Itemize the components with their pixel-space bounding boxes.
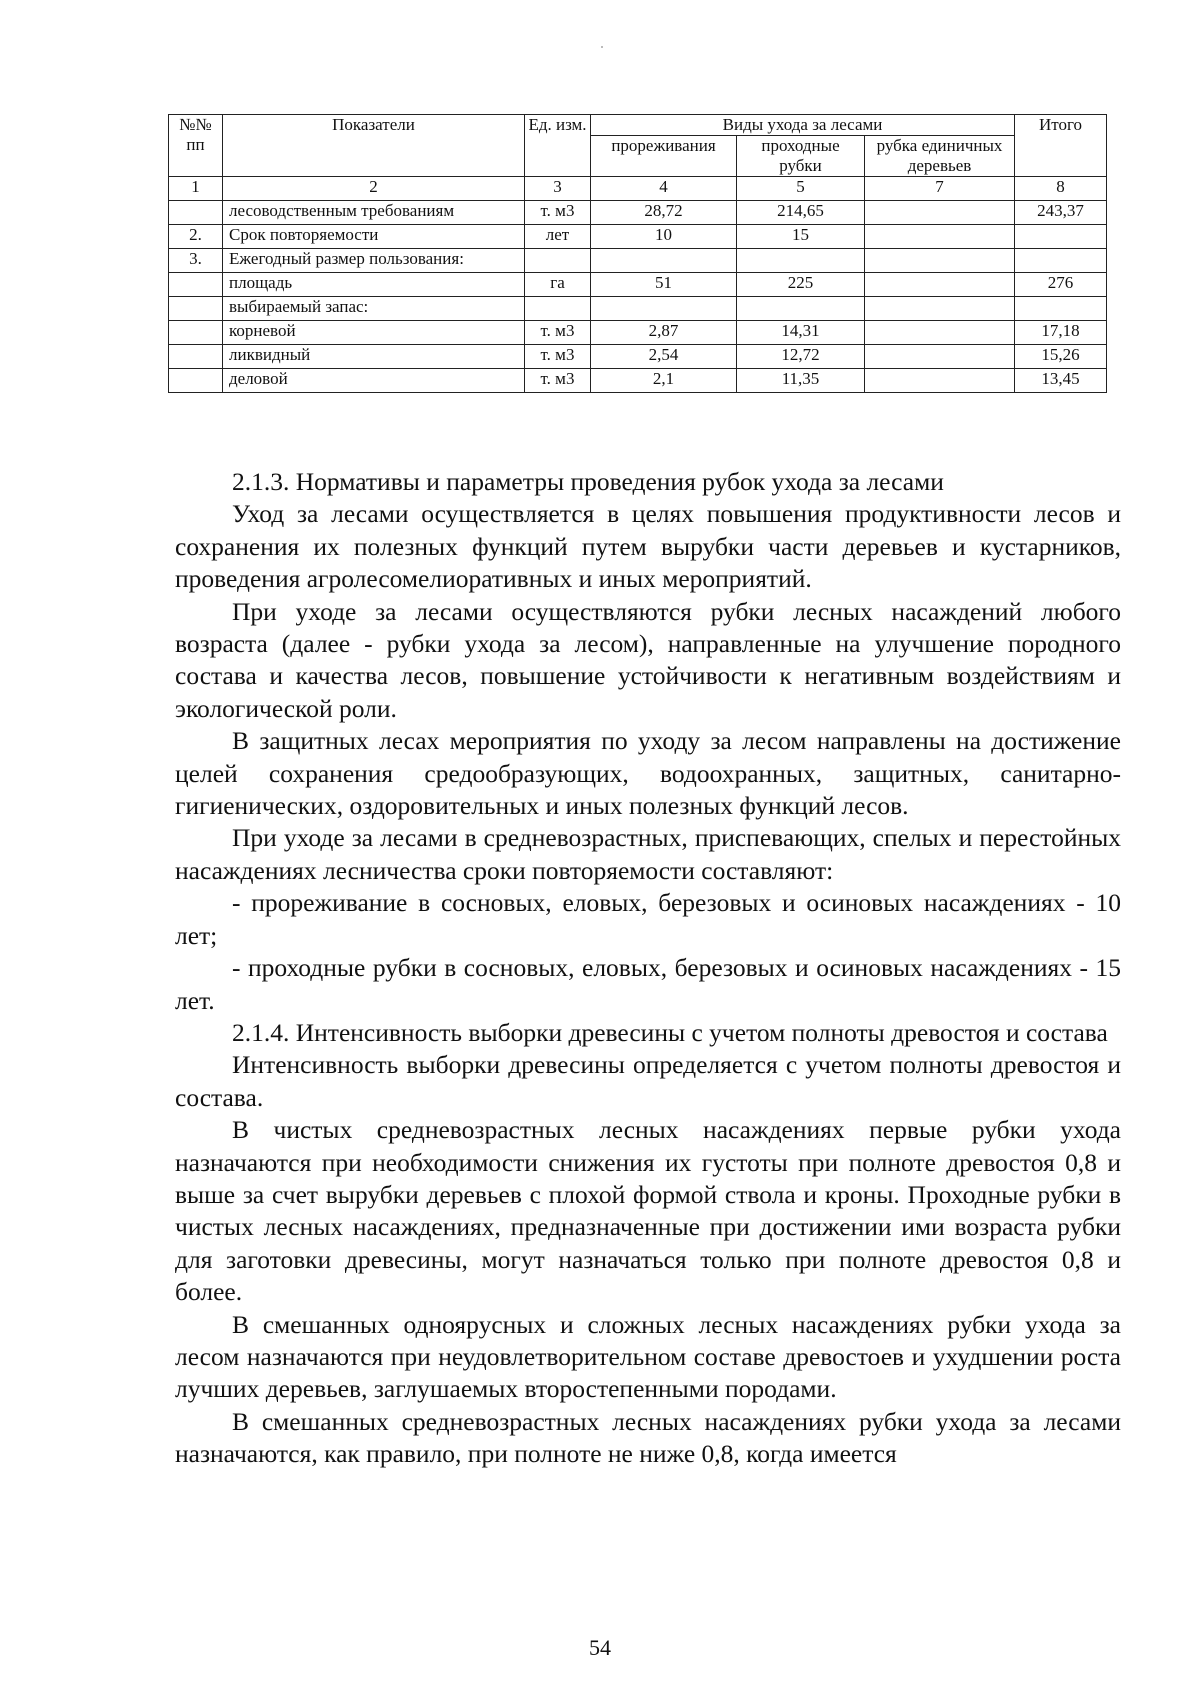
list-item: - прореживание в сосновых, еловых, березовых и осиновых насаждениях - 10 лет; <box>175 888 1121 950</box>
row-single-value <box>865 273 1015 297</box>
row-num <box>169 273 223 297</box>
row-thinning-value: 28,72 <box>591 201 737 225</box>
row-unit <box>525 249 591 273</box>
row-passage-value: 214,65 <box>737 201 865 225</box>
row-unit: лет <box>525 225 591 249</box>
row-single-value <box>865 225 1015 249</box>
row-thinning-value: 2,1 <box>591 369 737 393</box>
row-unit: т. м3 <box>525 345 591 369</box>
scan-speck <box>601 46 603 48</box>
colnum-cell: 5 <box>737 177 865 201</box>
row-single-value <box>865 369 1015 393</box>
row-num <box>169 369 223 393</box>
row-passage-value: 15 <box>737 225 865 249</box>
colnum-cell: 8 <box>1015 177 1107 201</box>
row-indicator: Ежегодный размер пользования: <box>223 249 525 273</box>
row-indicator: лесоводственным требованиям <box>223 201 525 225</box>
paragraph: В чистых средневозрастных лесных насаждениях первые рубки ухода назначаются при необходимости снижения их густоты при полноте древостоя 0,8 и выше за счет вырубки деревьев с плохой формой ствола и кроны. Проходные рубки в чистых лесных насаждениях, предназначенные при достижении ими возраста рубки для заготовки древесины, могут назначаться только при полноте древостоя 0,8 и более. <box>175 1115 1121 1307</box>
row-single-value <box>865 297 1015 321</box>
row-num <box>169 201 223 225</box>
forest-care-table <box>168 114 1107 393</box>
paragraph: В защитных лесах мероприятия по уходу за лесом направлены на достижение целей сохранения средообразующих, водоохранных, защитных, санитарно-гигиенических, оздоровительных и иных полезных функций лесов. <box>175 726 1121 821</box>
paragraph: В смешанных средневозрастных лесных насаждениях рубки ухода за лесами назначаются, как правило, при полноте не ниже 0,8, когда имеется <box>175 1406 1121 1469</box>
row-total-value: 15,26 <box>1015 345 1107 369</box>
row-unit <box>525 297 591 321</box>
row-thinning-value <box>591 297 737 321</box>
row-total-value: 243,37 <box>1015 201 1107 225</box>
row-indicator: корневой <box>223 321 525 345</box>
list-item: - проходные рубки в сосновых, еловых, березовых и осиновых насаждениях - 15 лет. <box>175 953 1121 1015</box>
colnum-cell: 4 <box>591 177 737 201</box>
row-single-value <box>865 201 1015 225</box>
row-unit: т. м3 <box>525 321 591 345</box>
row-num: 2. <box>169 225 223 249</box>
colnum-cell: 2 <box>223 177 525 201</box>
row-indicator: ликвидный <box>223 345 525 369</box>
column-number-row <box>169 177 1107 201</box>
row-single-value <box>865 321 1015 345</box>
row-unit: т. м3 <box>525 201 591 225</box>
row-total-value: 13,45 <box>1015 369 1107 393</box>
colnum-cell: 3 <box>525 177 591 201</box>
colnum-cell: 7 <box>865 177 1015 201</box>
row-thinning-value: 2,54 <box>591 345 737 369</box>
row-num <box>169 345 223 369</box>
row-single-value <box>865 249 1015 273</box>
paragraph: При уходе за лесами в средневозрастных, приспевающих, спелых и перестойных насаждениях лесничества сроки повторяемости составляют: <box>175 823 1121 885</box>
header-indicators: Показатели <box>223 115 525 177</box>
row-passage-value: 11,35 <box>737 369 865 393</box>
page-number: 54 <box>589 1635 611 1660</box>
row-thinning-value: 51 <box>591 273 737 297</box>
table-row <box>169 369 1107 393</box>
table-row <box>169 273 1107 297</box>
row-indicator: площадь <box>223 273 525 297</box>
header-single-tree-cut: рубка единичных деревьев <box>865 136 1015 177</box>
row-single-value <box>865 345 1015 369</box>
colnum-cell: 1 <box>169 177 223 201</box>
row-indicator: Срок повторяемости <box>223 225 525 249</box>
row-thinning-value <box>591 249 737 273</box>
body-text <box>175 466 1121 1471</box>
row-total-value: 17,18 <box>1015 321 1107 345</box>
header-thinning: прореживания <box>591 136 737 177</box>
section-heading: 2.1.3. Нормативы и параметры проведения рубок ухода за лесами <box>232 467 944 496</box>
row-unit: га <box>525 273 591 297</box>
table-row <box>169 321 1107 345</box>
row-num: 3. <box>169 249 223 273</box>
row-total-value <box>1015 225 1107 249</box>
row-num <box>169 297 223 321</box>
paragraph: Интенсивность выборки древесины определяется с учетом полноты древостоя и состава. <box>175 1050 1121 1112</box>
table-row <box>169 297 1107 321</box>
table-row <box>169 249 1107 273</box>
row-total-value <box>1015 249 1107 273</box>
row-passage-value: 225 <box>737 273 865 297</box>
row-passage-value: 14,31 <box>737 321 865 345</box>
table-row <box>169 345 1107 369</box>
section-heading: 2.1.4. Интенсивность выборки древесины с учетом полноты древостоя и состава <box>232 1017 1108 1047</box>
header-total: Итого <box>1015 115 1107 177</box>
row-passage-value <box>737 297 865 321</box>
row-unit: т. м3 <box>525 369 591 393</box>
row-total-value: 276 <box>1015 273 1107 297</box>
row-total-value <box>1015 297 1107 321</box>
row-passage-value <box>737 249 865 273</box>
paragraph: При уходе за лесами осуществляются рубки лесных насаждений любого возраста (далее - рубки ухода за лесом), направленные на улучшение породного состава и качества лесов, повышение устойчивости к негативным воздействиям и экологической роли. <box>175 596 1121 723</box>
row-passage-value: 12,72 <box>737 345 865 369</box>
row-indicator: выбираемый запас: <box>223 297 525 321</box>
row-indicator: деловой <box>223 369 525 393</box>
table-row <box>169 225 1107 249</box>
table-row <box>169 201 1107 225</box>
header-care-types: Виды ухода за лесами <box>591 115 1015 136</box>
header-num: №№ пп <box>169 115 223 177</box>
header-passage-cuts: проходные рубки <box>737 136 865 177</box>
row-thinning-value: 2,87 <box>591 321 737 345</box>
row-thinning-value: 10 <box>591 225 737 249</box>
paragraph: В смешанных одноярусных и сложных лесных насаждениях рубки ухода за лесом назначаются при неудовлетворительном составе древостоев и ухудшении роста лучших деревьев, заглушаемых второстепенными породами. <box>175 1309 1121 1404</box>
header-unit: Ед. изм. <box>525 115 591 177</box>
row-num <box>169 321 223 345</box>
paragraph: Уход за лесами осуществляется в целях повышения продуктивности лесов и сохранения их полезных функций путем вырубки части деревьев и кустарников, проведения агролесомелиоративных и иных мероприятий. <box>175 499 1121 594</box>
